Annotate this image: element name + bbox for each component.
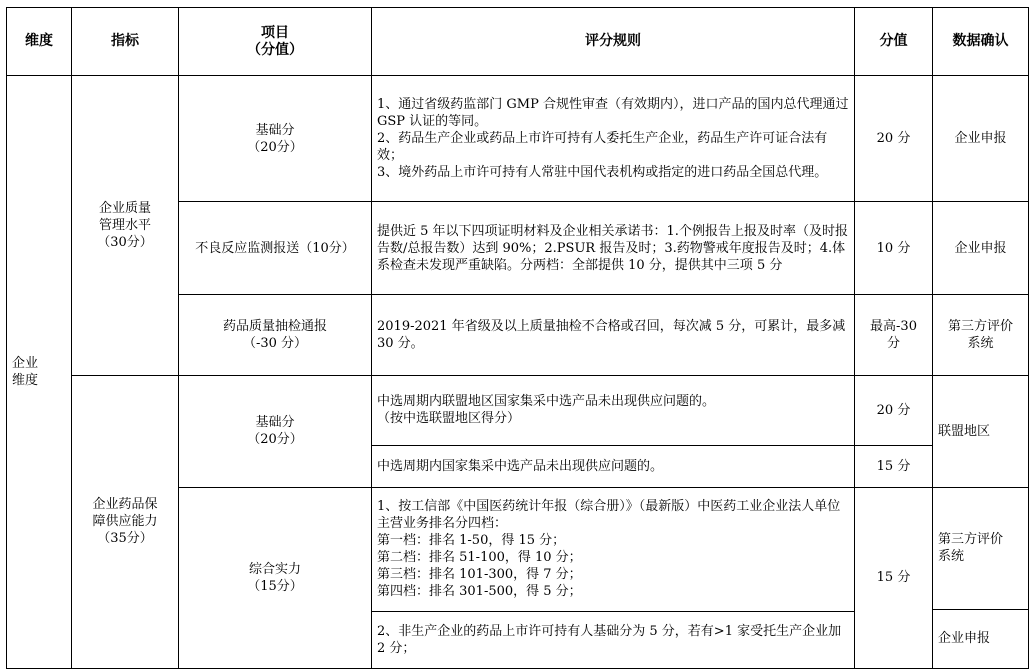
scoring-table [6, 7, 1029, 669]
dimension-cell: 企业 维度 [7, 76, 72, 669]
score-cell: 20 分 [855, 375, 933, 445]
score-cell: 10 分 [855, 202, 933, 295]
indicator-cell: 企业药品保 障供应能力 （35分） [72, 375, 179, 668]
confirm-cell: 联盟地区 [933, 375, 1029, 487]
rule-cell: 1、按工信部《中国医药统计年报（综合册）》（最新版）中医药工业企业法人单位主营业务排名分四档： 第一档：排名 1-50，得 15 分； 第二档：排名 51-100，得 10 分； 第三档：排名 101-300，得 7 分； 第四档：排名 301-500，得 5 分； [372, 487, 855, 611]
header-indicator: 指标 [72, 8, 179, 76]
score-cell: 最高-30 分 [855, 295, 933, 375]
rule-cell: 2019-2021 年省级及以上质量抽检不合格或召回，每次减 5 分，可累计，最多减 30 分。 [372, 295, 855, 375]
item-cell: 综合实力 （15分） [179, 487, 372, 668]
item-cell: 基础分 （20分） [179, 375, 372, 487]
rule-cell: 1、通过省级药监部门 GMP 合规性审查（有效期内），进口产品的国内总代理通过 GSP 认证的等同。 2、药品生产企业或药品上市许可持有人委托生产企业，药品生产许可证合法有效； 3、境外药品上市许可持有人常驻中国代表机构或指定的进口药品全国总代理。 [372, 76, 855, 202]
confirm-cell: 企业申报 [933, 202, 1029, 295]
rule-cell: 提供近 5 年以下四项证明材料及企业相关承诺书：1.个例报告上报及时率（及时报告数/总报告数）达到 90%；2.PSUR 报告及时；3.药物警戒年度报告及时；4.体系检查未发现严重缺陷。分两档：全部提供 10 分，提供其中三项 5 分 [372, 202, 855, 295]
header-dimension: 维度 [7, 8, 72, 76]
rule-cell: 2、非生产企业的药品上市许可持有人基础分为 5 分，若有>1 家受托生产企业加 2 分； [372, 611, 855, 668]
indicator-cell: 企业质量 管理水平 （30分） [72, 76, 179, 375]
confirm-cell: 企业申报 [933, 76, 1029, 202]
rule-cell: 中选周期内国家集采中选产品未出现供应问题的。 [372, 445, 855, 487]
header-confirm: 数据确认 [933, 8, 1029, 76]
confirm-cell: 企业申报 [933, 609, 1029, 668]
item-cell: 药品质量抽检通报 （-30 分） [179, 295, 372, 375]
table-row [7, 76, 1029, 202]
table-row [7, 375, 1029, 445]
item-cell: 不良反应监测报送（10分） [179, 202, 372, 295]
score-cell: 15 分 [855, 445, 933, 487]
score-cell: 20 分 [855, 76, 933, 202]
score-cell: 15 分 [855, 487, 933, 668]
confirm-cell: 第三方评价 系统 [933, 295, 1029, 375]
header-row [7, 8, 1029, 76]
item-cell: 基础分 （20分） [179, 76, 372, 202]
confirm-cell: 第三方评价 系统 [933, 487, 1029, 609]
rule-cell: 中选周期内联盟地区国家集采中选产品未出现供应问题的。 （按中选联盟地区得分） [372, 375, 855, 445]
header-item: 项目 （分值） [179, 8, 372, 76]
header-score: 分值 [855, 8, 933, 76]
header-rule: 评分规则 [372, 8, 855, 76]
